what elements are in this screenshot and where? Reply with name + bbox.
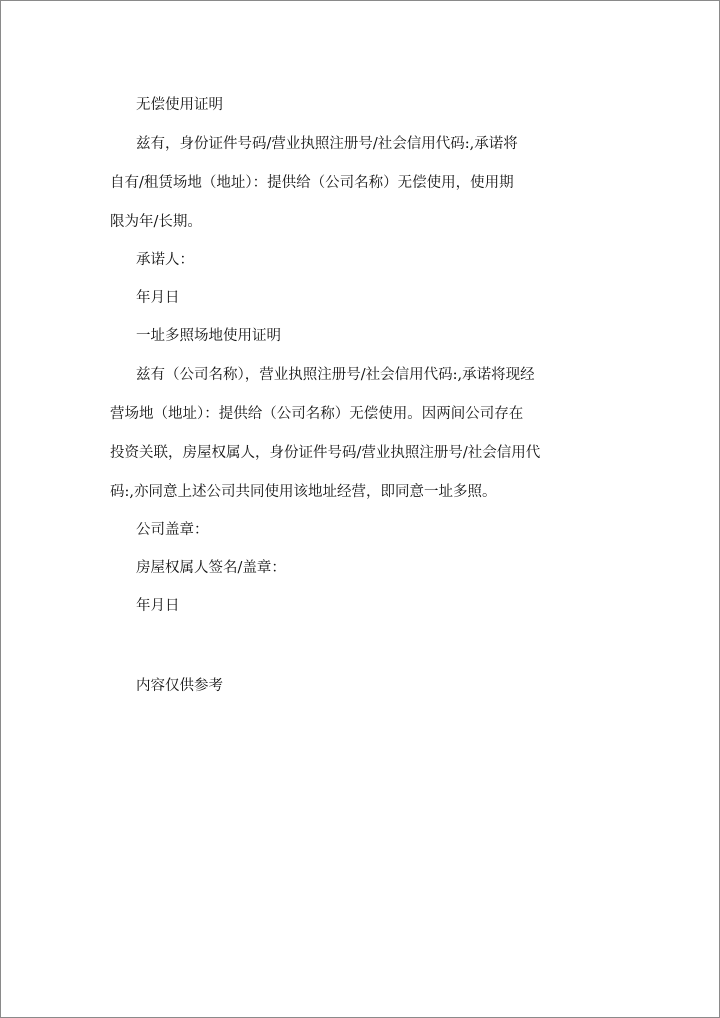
section1-title: 无偿使用证明: [136, 97, 223, 113]
section2-owner-sign-label: 房屋权属人签名/盖章：: [136, 560, 286, 576]
section2-date-label: 年月日: [136, 598, 180, 614]
section1-body-line3: 限为年/长期。: [110, 214, 202, 230]
section1-body-line2: 自有/租赁场地（地址）：提供给（公司名称）无偿使用，使用期: [110, 175, 514, 191]
section1-promisor-label: 承诺人：: [136, 252, 194, 268]
section1-body-line1: 兹有，身份证件号码/营业执照注册号/社会信用代码:,承诺将: [136, 136, 518, 152]
section2-title: 一址多照场地使用证明: [136, 328, 281, 344]
section2-body-line2: 营场地（地址）：提供给（公司名称）无偿使用。因两间公司存在: [110, 406, 524, 422]
section2-body-line1: 兹有（公司名称），营业执照注册号/社会信用代码:,承诺将现经: [136, 367, 535, 383]
footer-note: 内容仅供参考: [136, 678, 223, 694]
section2-body-line4: 码:,亦同意上述公司共同使用该地址经营，即同意一址多照。: [110, 484, 497, 500]
section2-company-seal-label: 公司盖章：: [136, 522, 209, 538]
section2-body-line3: 投资关联，房屋权属人，身份证件号码/营业执照注册号/社会信用代: [110, 445, 541, 461]
section1-date-label: 年月日: [136, 290, 180, 306]
